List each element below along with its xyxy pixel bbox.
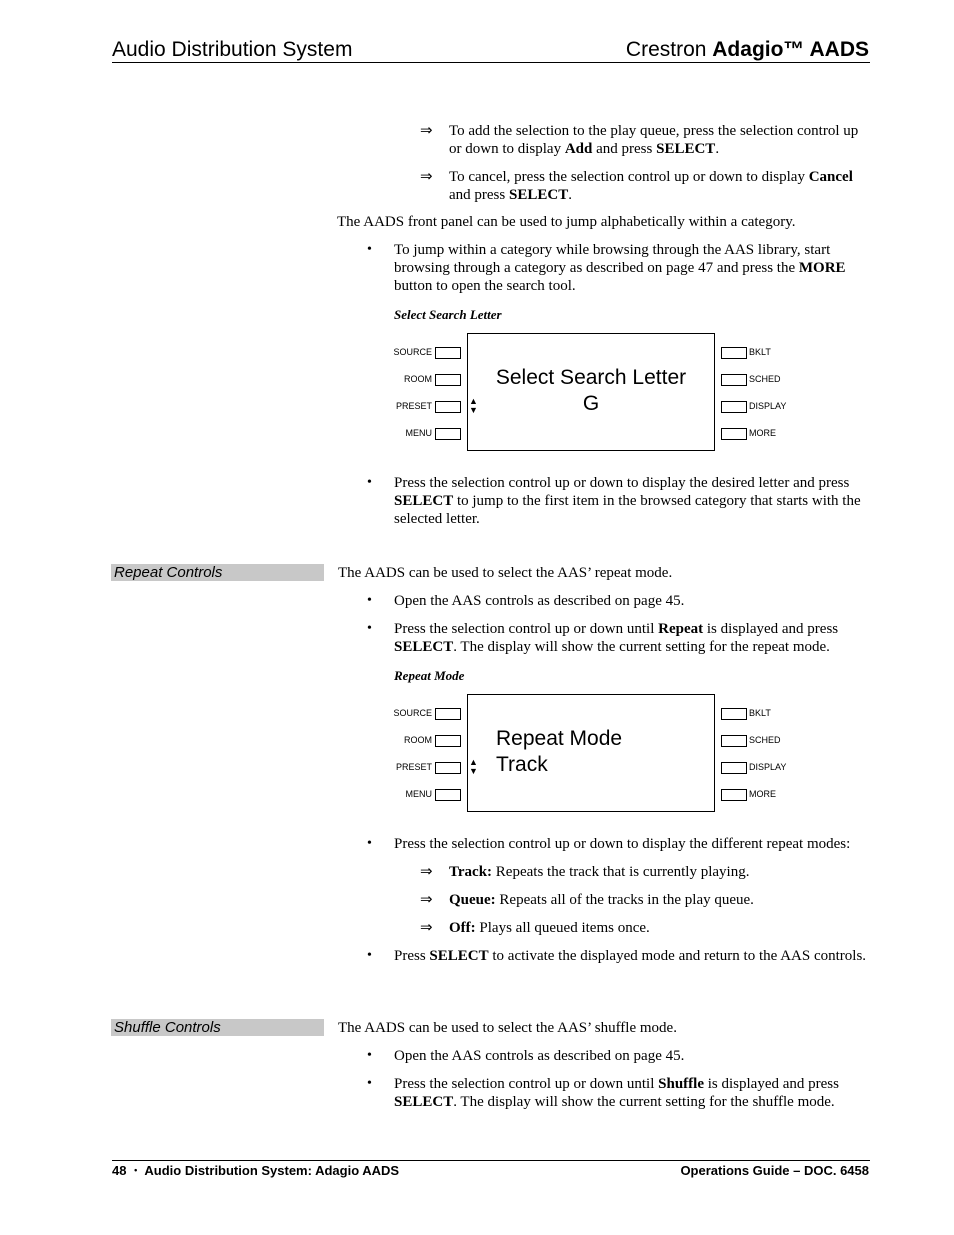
up-arrow-icon: ▲ bbox=[469, 757, 478, 767]
display-button[interactable] bbox=[721, 762, 747, 774]
lcd-line-1: Repeat Mode bbox=[496, 727, 623, 750]
header-brand: Crestron Adagio™ AADS bbox=[625, 38, 869, 61]
more-button[interactable] bbox=[721, 428, 747, 440]
arrow-marker: ⇒ bbox=[420, 123, 433, 139]
room-label: ROOM bbox=[404, 374, 432, 384]
side-head-shuffle: Shuffle Controls bbox=[111, 1019, 324, 1036]
display-button[interactable] bbox=[721, 401, 747, 413]
footer-left-text: Audio Distribution System: Adagio AADS bbox=[144, 1163, 400, 1178]
source-button[interactable] bbox=[435, 708, 461, 720]
arrow-item-text: To add the selection to the play queue, press the selection control up or down to display Add and press SELECT. bbox=[449, 123, 859, 157]
down-arrow-icon: ▼ bbox=[469, 766, 478, 776]
sched-label: SCHED bbox=[749, 735, 781, 745]
lcd-panel-repeat bbox=[390, 694, 787, 814]
bullet-text: Press the selection control up or down until Shuffle is displayed and press SELECT. The display will show the current setting for the shuffle mode. bbox=[394, 1076, 839, 1110]
bullet-text: Press the selection control up or down until Repeat is displayed and press SELECT. The display will show the current setting for the repeat mode. bbox=[394, 621, 839, 655]
bullet-text: To jump within a category while browsing through the AAS library, start browsing through a category as described on page 47 and press the MORE button to open the search tool. bbox=[394, 242, 846, 294]
room-button[interactable] bbox=[435, 374, 461, 386]
footer-rule bbox=[112, 1160, 870, 1161]
preset-label: PRESET bbox=[395, 762, 432, 772]
bullet-text: Press the selection control up or down to display the desired letter and press SELECT to jump to the first item in the browsed category that starts with the selected letter. bbox=[394, 475, 861, 527]
arrow-marker: ⇒ bbox=[420, 920, 433, 936]
bullet-text: Press the selection control up or down to display the different repeat modes: bbox=[394, 836, 851, 852]
display-label: DISPLAY bbox=[749, 401, 787, 411]
more-label: MORE bbox=[749, 428, 776, 438]
menu-label: MENU bbox=[405, 789, 432, 799]
up-arrow-icon: ▲ bbox=[469, 396, 478, 406]
repeat-mode-off: Off: Plays all queued items once. bbox=[449, 920, 650, 936]
source-label: SOURCE bbox=[393, 347, 432, 357]
lcd-line-2: Track bbox=[496, 753, 548, 776]
arrow-marker: ⇒ bbox=[420, 864, 433, 880]
bullet-marker: • bbox=[367, 593, 372, 608]
sched-label: SCHED bbox=[749, 374, 781, 384]
arrow-marker: ⇒ bbox=[420, 892, 433, 908]
arrow-item-text: To cancel, press the selection control up or down to display Cancel and press SELECT. bbox=[449, 169, 853, 203]
figure-caption: Repeat Mode bbox=[394, 668, 465, 683]
bullet-text: Open the AAS controls as described on page 45. bbox=[394, 1048, 685, 1064]
jump-paragraph: The AADS front panel can be used to jump alphabetically within a category. bbox=[337, 214, 796, 230]
header-rule bbox=[112, 62, 870, 63]
arrow-marker: ⇒ bbox=[420, 169, 433, 185]
bullet-marker: • bbox=[367, 836, 372, 851]
shuffle-intro: The AADS can be used to select the AAS’ shuffle mode. bbox=[338, 1020, 677, 1036]
display-label: DISPLAY bbox=[749, 762, 787, 772]
bullet-text: Press SELECT to activate the displayed mode and return to the AAS controls. bbox=[394, 948, 867, 964]
repeat-mode-track: Track: Repeats the track that is currently playing. bbox=[449, 864, 750, 880]
side-head-repeat: Repeat Controls bbox=[111, 564, 324, 581]
figure-caption: Select Search Letter bbox=[394, 307, 502, 322]
room-button[interactable] bbox=[435, 735, 461, 747]
menu-button[interactable] bbox=[435, 789, 461, 801]
footer-right: Operations Guide – DOC. 6458 bbox=[680, 1163, 869, 1178]
header-title: Audio Distribution System bbox=[112, 38, 353, 61]
bklt-button[interactable] bbox=[721, 347, 747, 359]
bullet-text: Open the AAS controls as described on page 45. bbox=[394, 593, 685, 609]
more-button[interactable] bbox=[721, 789, 747, 801]
source-label: SOURCE bbox=[393, 708, 432, 718]
lcd-line-1: Select Search Letter bbox=[495, 366, 687, 389]
bklt-label: BKLT bbox=[749, 708, 771, 718]
preset-button[interactable] bbox=[435, 401, 461, 413]
more-label: MORE bbox=[749, 789, 776, 799]
bullet-marker: • bbox=[367, 1076, 372, 1091]
bullet-marker: • bbox=[367, 948, 372, 963]
bullet-marker: • bbox=[367, 1048, 372, 1063]
page-number: 48 bbox=[112, 1163, 127, 1178]
preset-button[interactable] bbox=[435, 762, 461, 774]
source-button[interactable] bbox=[435, 347, 461, 359]
room-label: ROOM bbox=[404, 735, 432, 745]
lcd-screen bbox=[467, 694, 715, 812]
lcd-screen bbox=[467, 333, 715, 451]
menu-button[interactable] bbox=[435, 428, 461, 440]
bullet-marker: • bbox=[367, 621, 372, 636]
lcd-panel-search bbox=[390, 333, 787, 453]
sched-button[interactable] bbox=[721, 735, 747, 747]
preset-label: PRESET bbox=[395, 401, 432, 411]
bklt-button[interactable] bbox=[721, 708, 747, 720]
sched-button[interactable] bbox=[721, 374, 747, 386]
down-arrow-icon: ▼ bbox=[469, 405, 478, 415]
repeat-intro: The AADS can be used to select the AAS’ repeat mode. bbox=[338, 565, 673, 581]
repeat-mode-queue: Queue: Repeats all of the tracks in the play queue. bbox=[449, 892, 754, 908]
lcd-line-2: G bbox=[582, 392, 600, 415]
footer-separator: • bbox=[134, 1165, 138, 1175]
bklt-label: BKLT bbox=[749, 347, 771, 357]
menu-label: MENU bbox=[405, 428, 432, 438]
bullet-marker: • bbox=[367, 475, 372, 490]
footer-left bbox=[112, 1163, 399, 1178]
bullet-marker: • bbox=[367, 242, 372, 257]
